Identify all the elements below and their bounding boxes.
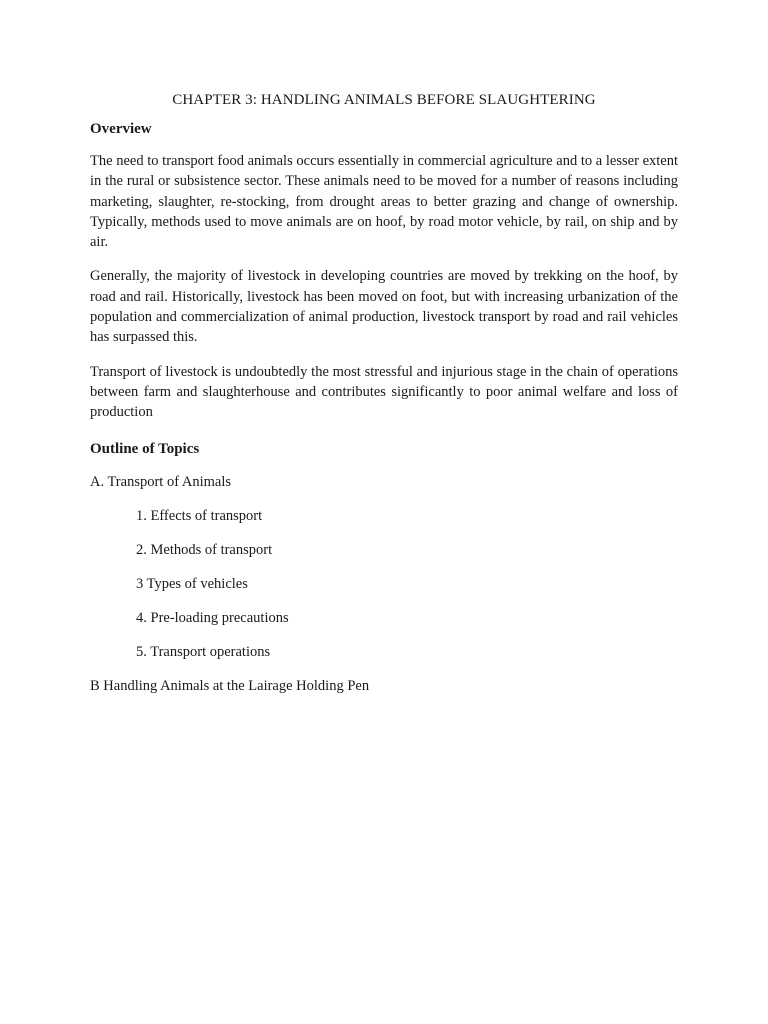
document-page — [90, 92, 678, 712]
paragraph-livestock-movement: Generally, the majority of livestock in developing countries are moved by trekking on the hoof, by road and rail. Historically, livestock has been moved on foot, but with increasing urbanization of the population and commercialization of animal production, livestock transport by road and rail vehicles has surpassed this. — [90, 268, 678, 346]
outline-subtopic: 3 Types of vehicles — [136, 575, 248, 592]
overview-heading: Overview — [90, 121, 152, 137]
outline-topic-a: A. Transport of Animals — [90, 473, 231, 490]
outline-subtopic: 1. Effects of transport — [136, 507, 263, 524]
outline-topic-b: B Handling Animals at the Lairage Holding Pen — [90, 677, 370, 694]
paragraph-transport-stress: Transport of livestock is undoubtedly the most stressful and injurious stage in the chain of operations between farm and slaughterhouse and contributes significantly to poor animal welfare and loss of production — [90, 363, 678, 421]
outline-heading: Outline of Topics — [90, 440, 200, 457]
chapter-title: CHAPTER 3: HANDLING ANIMALS BEFORE SLAUGHTERING — [172, 92, 596, 108]
outline-subtopic: 2. Methods of transport — [136, 541, 273, 558]
outline-subtopic: 4. Pre-loading precautions — [136, 609, 289, 626]
paragraph-transport-need: The need to transport food animals occurs essentially in commercial agriculture and to a lesser extent in the rural or subsistence sector. These animals need to be moved for a number of reasons including marketing, slaughter, re-stocking, from drought areas to better grazing and change of ownership. Typically, methods used to move animals are on hoof, by road motor vehicle, by rail, on ship and by air. — [90, 153, 678, 251]
outline-subtopic: 5. Transport operations — [136, 643, 271, 660]
